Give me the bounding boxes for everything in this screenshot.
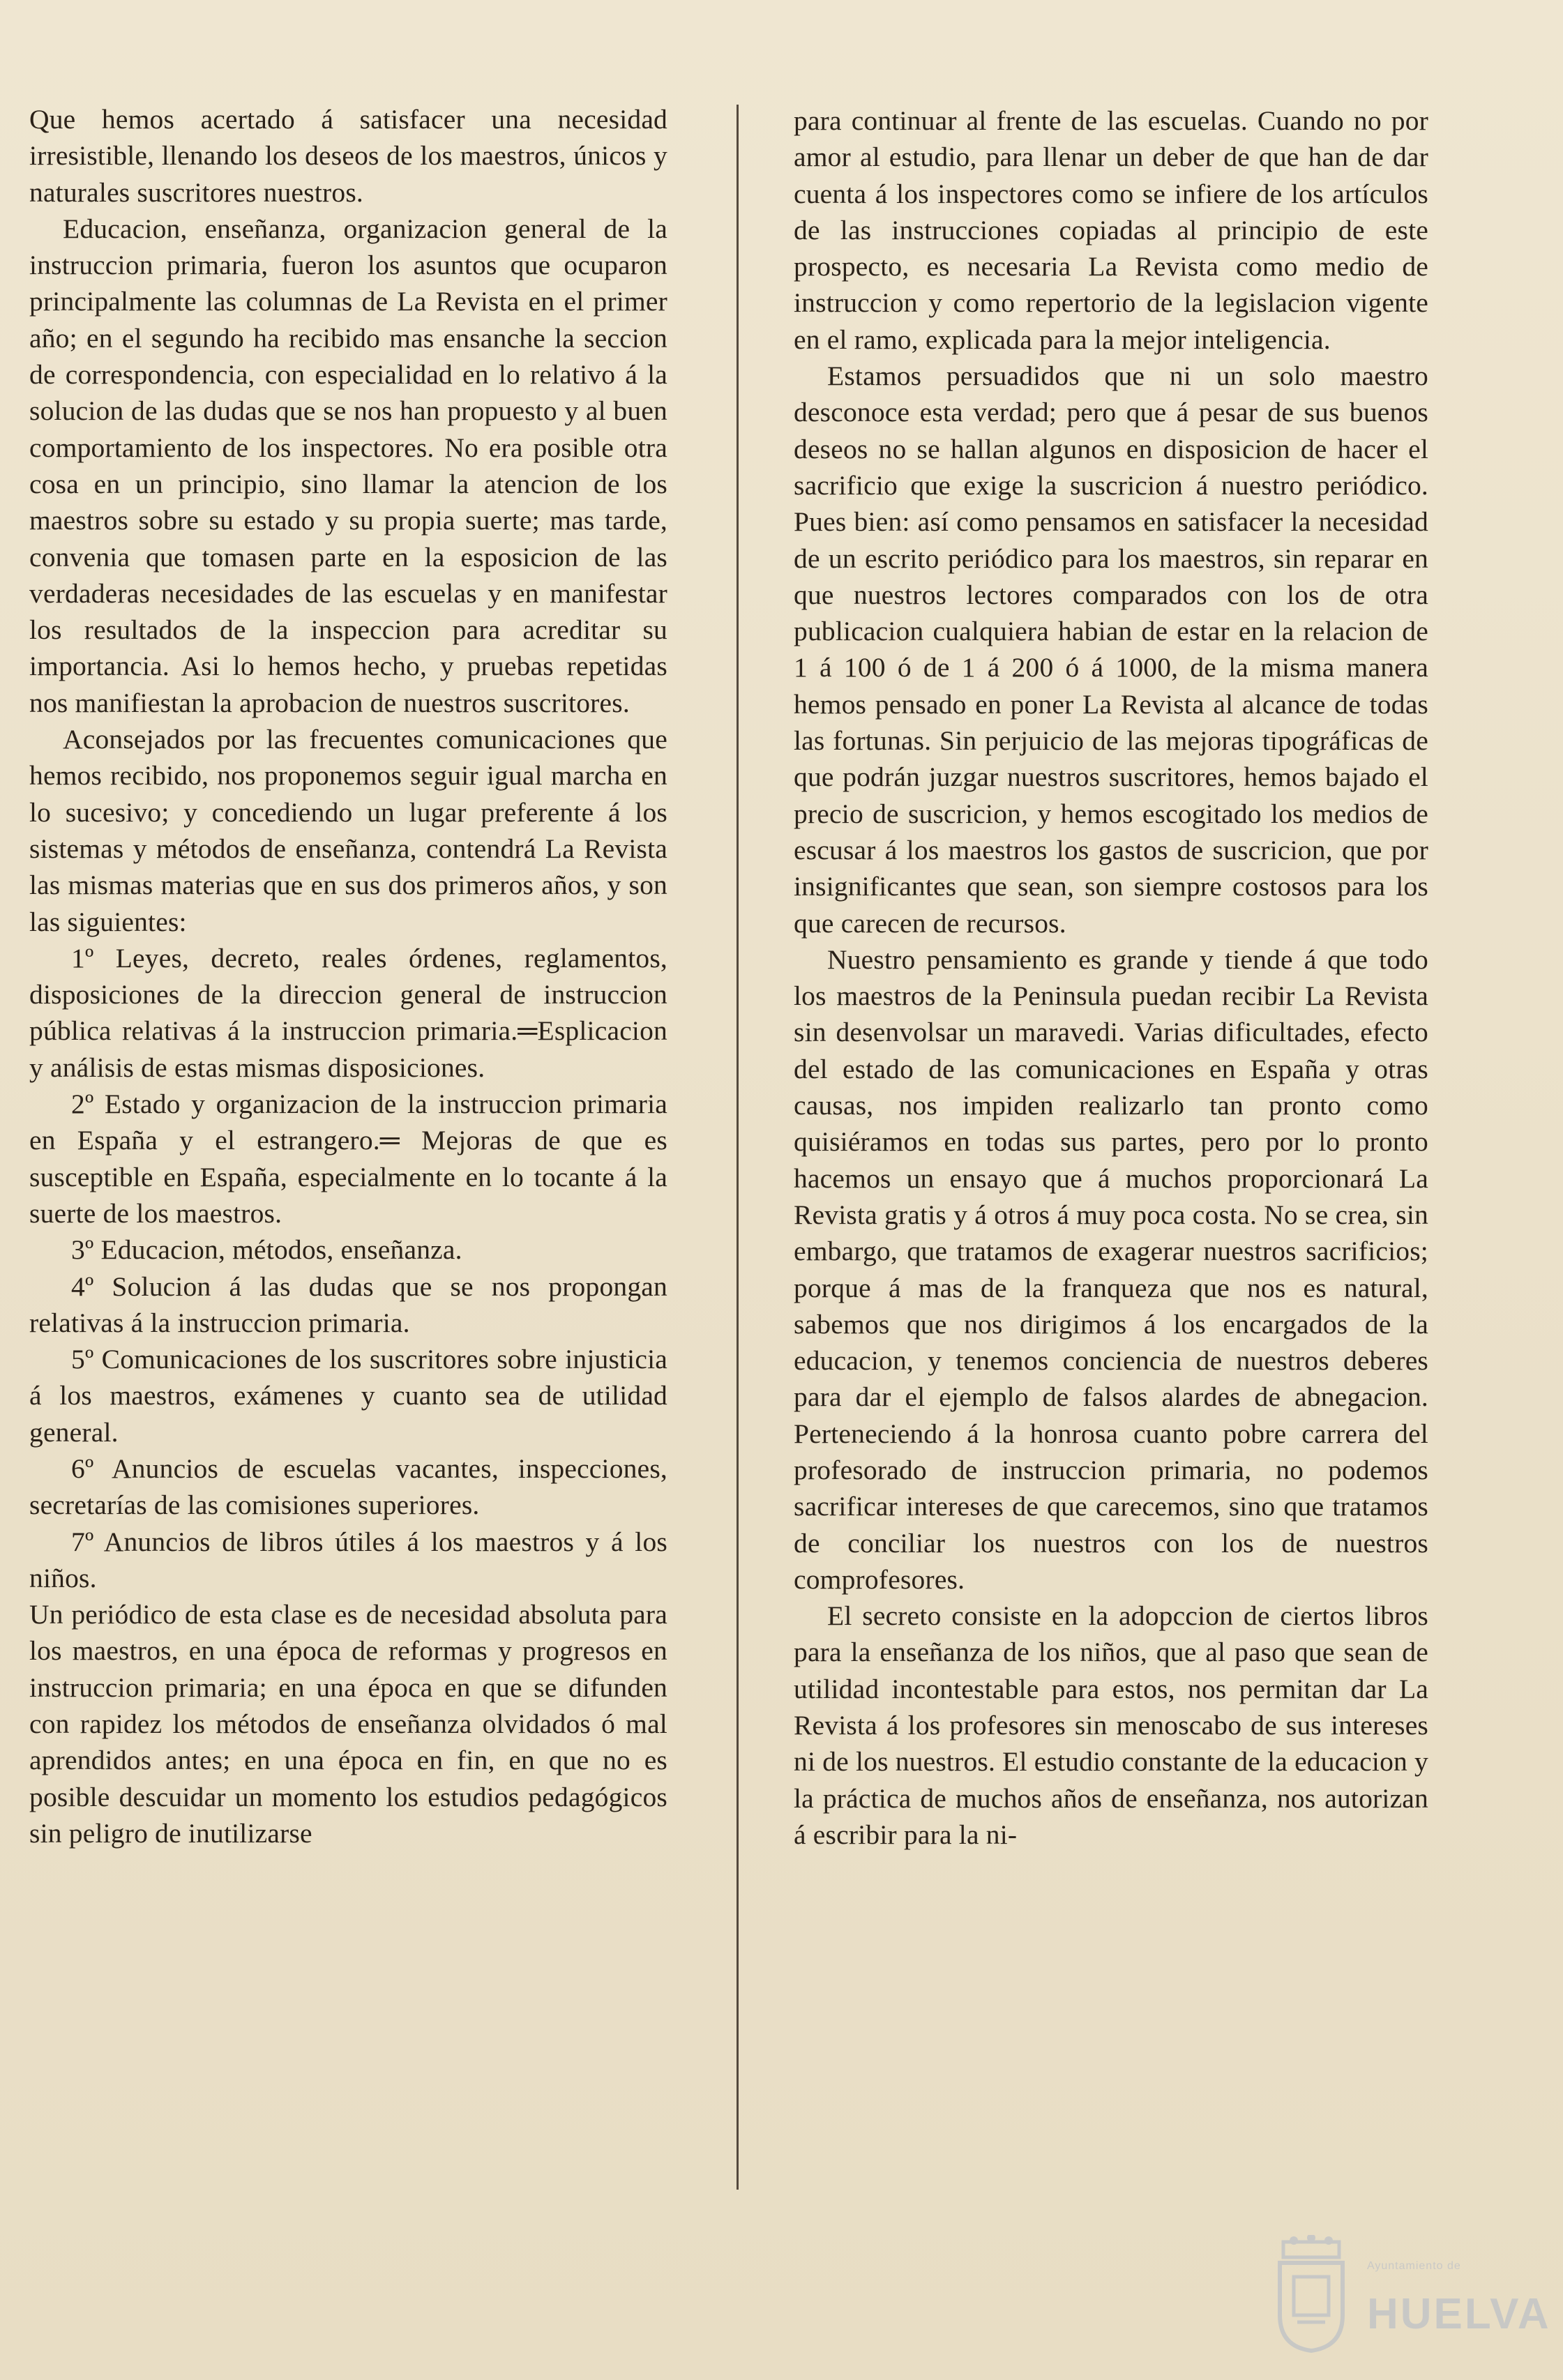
list-item: 2º Estado y organizacion de la instruccion primaria en España y el estrangero.═ Mejoras de que es susceptible en España, especialmente en lo tocante á la suerte de los maestros. (29, 1089, 667, 1229)
list-item: 4º Solucion á las dudas que se nos propongan relativas á la instruccion primaria. (29, 1271, 667, 1338)
paragraph: para continuar al frente de las escuelas. Cuando no por amor al estudio, para llenar un deber de que han de dar cuenta á los inspectores como se infiere de los artículos de las instrucciones copiadas al principio de este prospecto, es necesaria La Revista como medio de instruccion y como repertorio de la legislacion vigente en el ramo, explicada para la mejor inteligencia. (794, 105, 1428, 355)
list-item: 5º Comunicaciones de los suscritores sobre injusticia á los maestros, exámenes y cuanto sea de utilidad general. (29, 1344, 667, 1448)
paragraph: El secreto consiste en la adopccion de ciertos libros para la enseñanza de los niños, que al paso que sean de utilidad incontestable para estos, nos permitan dar La Revista á los profesores sin menoscabo de sus intereses ni de los nuestros. El estudio constante de la educacion y la práctica de muchos años de enseñanza, nos autorizan á escribir para la ni- (794, 1600, 1428, 1850)
paragraph: Aconsejados por las frecuentes comunicaciones que hemos recibido, nos proponemos seguir igual marcha en lo sucesivo; y concediendo un lugar preferente á los sistemas y métodos de enseñanza, contendrá La Revista las mismas materias que en sus dos primeros años, y son las siguientes: (29, 724, 667, 937)
watermark-logo (1269, 2235, 1551, 2360)
watermark-name: HUELVA (1367, 2290, 1551, 2338)
right-column (794, 103, 1428, 1853)
list-item: 3º Educacion, métodos, enseñanza. (71, 1234, 462, 1266)
paragraph: Nuestro pensamiento es grande y tiende á que todo los maestros de la Peninsula puedan recibir La Revista sin desenvolsar un maravedi. Varias dificultades, efecto del estado de las comunicaciones en España y otras causas, nos impiden realizarlo tan pronto como quisiéramos en todas sus partes, pero por lo pronto hacemos un ensayo que á muchos proporcionará La Revista gratis y á otros á muy poca costa. No se crea, sin embargo, que tratamos de exagerar nuestros sacrificios; porque á mas de la franqueza que nos es natural, sabemos que nos dirigimos á los encargados de la educacion, y tenemos conciencia de nuestros deberes para dar el ejemplo de falsos alardes de abnegacion. Perteneciendo á la honrosa cuanto pobre carrera del profesorado de instruccion primaria, no podemos sacrificar intereses de que carecemos, sino que tratamos de conciliar los nuestros con los de nuestros comprofesores. (794, 943, 1428, 1595)
column-divider (737, 105, 739, 2190)
left-column (29, 101, 667, 1851)
list-item: 7º Anuncios de libros útiles á los maestros y á los niños. (29, 1526, 667, 1593)
paragraph: Educacion, enseñanza, organizacion general de la instruccion primaria, fueron los asuntos que ocuparon principalmente las columnas de La Revista en el primer año; en el segundo ha recibido mas ensanche la seccion de correspondencia, con especialidad en lo relativo á la solucion de las dudas que se nos han propuesto y al buen comportamiento de los inspectores. No era posible otra cosa en un principio, sino llamar la atencion de los maestros sobre su estado y su propia suerte; mas tarde, convenia que tomasen parte en la esposicion de las verdaderas necesidades de las escuelas y en manifestar los resultados de la inspeccion para acreditar su importancia. Asi lo hemos hecho, y pruebas repetidas nos manifiestan la aprobacion de nuestros suscritores. (29, 213, 667, 718)
list-item: 1º Leyes, decreto, reales órdenes, reglamentos, disposiciones de la direccion general de instruccion pública relativas á la instruccion primaria.═Esplicacion y análisis de estas mismas disposiciones. (29, 942, 667, 1083)
watermark-subtitle: Ayuntamiento de (1367, 2260, 1461, 2272)
paragraph: Un periódico de esta clase es de necesidad absoluta para los maestros, en una época de reformas y progresos en instruccion primaria; en una época en que se difunden con rapidez los métodos de enseñanza olvidados ó mal aprendidos antes; en una época en fin, en que no es posible descuidar un momento los estudios pedagógicos sin peligro de inutilizarse (29, 1599, 667, 1849)
list-item: 6º Anuncios de escuelas vacantes, inspecciones, secretarías de las comisiones superiores. (29, 1453, 667, 1521)
paragraph: Que hemos acertado á satisfacer una necesidad irresistible, llenando los deseos de los maestros, únicos y naturales suscritores nuestros. (29, 104, 667, 208)
paragraph: Estamos persuadidos que ni un solo maestro desconoce esta verdad; pero que á pesar de sus buenos deseos no se hallan algunos en disposicion de hacer el sacrificio que exige la suscricion á nuestro periódico. Pues bien: así como pensamos en satisfacer la necesidad de un escrito periódico para los maestros, sin reparar en que nuestros lectores comparados con los de otra publicacion cualquiera habian de estar en la relacion de 1 á 100 ó de 1 á 200 ó á 1000, de la misma manera hemos pensado en poner La Revista al alcance de todas las fortunas. Sin perjuicio de las mejoras tipográficas de que podrán juzgar nuestros suscritores, hemos bajado el precio de suscricion, y hemos escogitado los medios de escusar á los maestros los gastos de suscricion, que por insignificantes que sean, son siempre costosos para los que carecen de recursos. (794, 361, 1428, 939)
coat-of-arms-icon (1269, 2235, 1353, 2354)
